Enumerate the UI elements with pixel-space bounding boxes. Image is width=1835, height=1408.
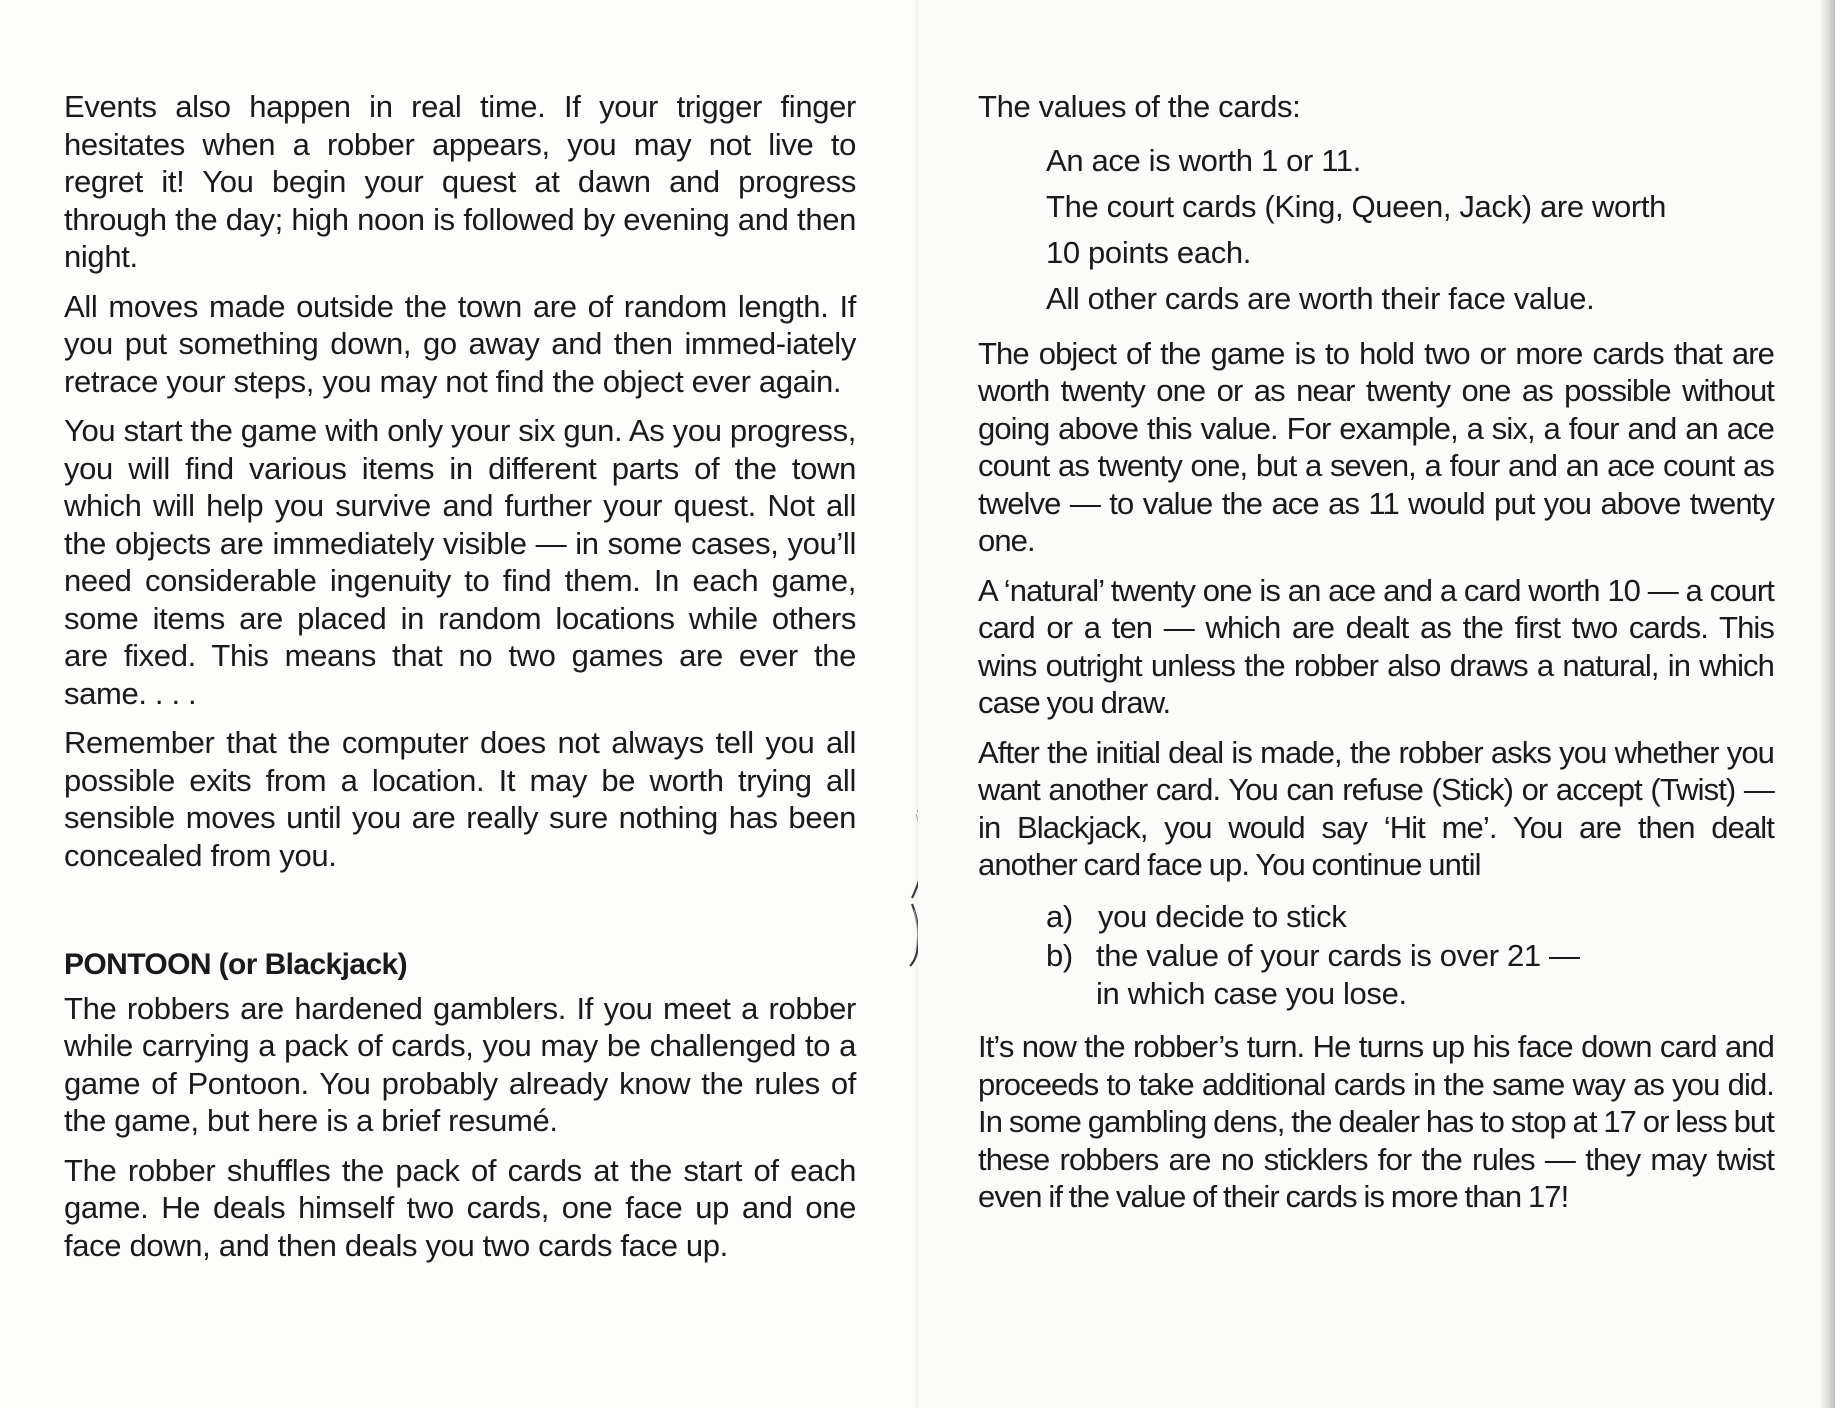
page-edge	[1821, 0, 1835, 1408]
stick-conditions-list	[978, 898, 1774, 1013]
card-value-others: All other cards are worth their face value.	[1046, 280, 1595, 316]
paragraph-initial-deal: After the initial deal is made, the robber asks you whether you want another card. You can refuse (Stick) or accept (Twist) — in Blackjack, you would say ‘Hit me’. You are then dealt another card face up. You continue until	[978, 734, 1774, 882]
card-value-court: The court cards (King, Queen, Jack) are worth	[1046, 188, 1667, 224]
paragraph-exits: Remember that the computer does not always tell you all possible exits from a location. It may be worth trying all sensible moves until you are really sure nothing has been concealed from you.	[64, 725, 856, 873]
paragraph-natural: A ‘natural’ twenty one is an ace and a card worth 10 — a court card or a ten — which are dealt as the first two cards. This wins outright unless the robber also draws a natural, in which case you draw.	[978, 572, 1774, 720]
paragraph-real-time: Events also happen in real time. If your trigger finger hesitates when a robber appears, you may not live to regret it! You begin your quest at dawn and progress through the day; high noon is followed by evening and then night.	[64, 89, 856, 274]
card-values-intro: The values of the cards:	[978, 89, 1301, 124]
list-text: you decide to stick	[1098, 898, 1347, 934]
list-item	[1046, 898, 1774, 936]
list-continuation: in which case you lose.	[1096, 975, 1407, 1011]
paragraph-gamblers: The robbers are hardened gamblers. If you meet a robber while carrying a pack of cards, you may be challenged to a game of Pontoon. You probably already know the rules of the game, but here is a brief resumé.	[64, 990, 856, 1138]
paragraph-random-moves: All moves made outside the town are of random length. If you put something down, go away and then immed-iately retrace your steps, you may not find the object ever again.	[64, 288, 856, 399]
card-values-list	[978, 142, 1774, 317]
paragraph-shuffle: The robber shuffles the pack of cards at the start of each game. He deals himself two cards, one face up and one face down, and then deals you two cards face up.	[64, 1152, 856, 1263]
right-page-text	[978, 88, 1774, 1216]
card-value-ace: An ace is worth 1 or 11.	[1046, 142, 1361, 178]
paragraph-robber-turn: It’s now the robber’s turn. He turns up his face down card and proceeds to take additional cards in the same way as you did. In some gambling dens, the dealer has to stop at 17 or less but these robbers are no sticklers for the rules — they may twist even if the value of their cards is more than 17!	[978, 1029, 1774, 1214]
paragraph-six-gun: You start the game with only your six gun. As you progress, you will find various items in different parts of the town which will help you survive and further your quest. Not all the objects are immediately visible — in some cases, you’ll need considerable ingenuity to find them. In each game, some items are placed in random locations while others are fixed. This means that no two games are ever the same. . . .	[64, 413, 856, 711]
section-heading-pontoon: PONTOON (or Blackjack)	[64, 948, 408, 981]
paragraph-object: The object of the game is to hold two or more cards that are worth twenty one or as near twenty one as possible without going above this value. For example, a six, a four and an ace count as twenty one, but a seven, a four and an ace count as twelve — to value the ace as 11 would put you above twenty one.	[978, 335, 1774, 558]
list-label: b)	[1046, 938, 1073, 973]
left-page-text	[64, 88, 856, 1264]
list-item	[1046, 937, 1774, 975]
list-label: a)	[1046, 898, 1073, 934]
list-text: the value of your cards is over 21 —	[1096, 938, 1580, 973]
card-value-court-points: 10 points each.	[1046, 234, 1252, 270]
